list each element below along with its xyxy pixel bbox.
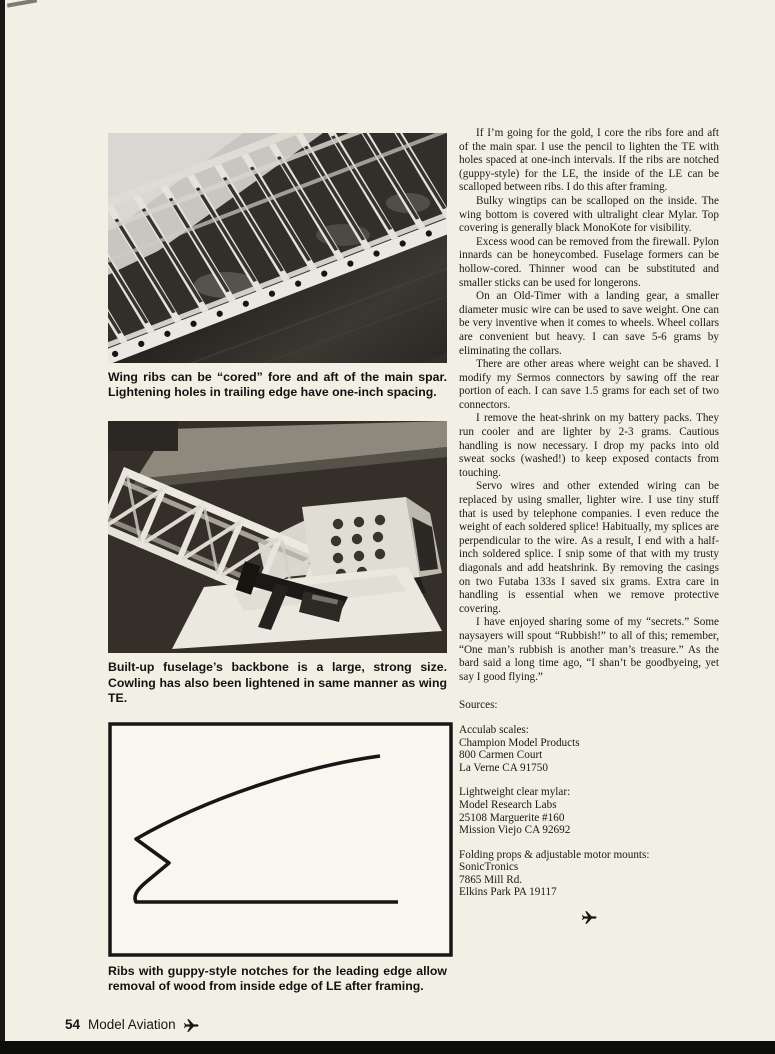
source-line: 800 Carmen Court xyxy=(459,749,543,762)
source-entry xyxy=(459,786,719,836)
page-number: 54 xyxy=(65,1017,81,1032)
magazine-title: Model Aviation xyxy=(88,1017,176,1032)
fuselage-photo xyxy=(108,421,447,653)
body-paragraph: I have enjoyed sharing some of my “secrets.” Some naysayers will spout “Rubbish!” to all of this; remember, “One man’s rubbish is another man’s treasure.” As the bard said a long time ago, “I shan’t be goodbyeing, yet say I good flying.” xyxy=(459,616,719,683)
figure-caption: Wing ribs can be “cored” fore and aft of the main spar. Lightening holes in trailing edge have one-inch spacing. xyxy=(108,370,447,400)
body-paragraph: Servo wires and other extended wiring can be replaced by using smaller, lighter wire. I use tiny stuff that is used by telephone companies. I even reduce the weight of each soldered splice! Habitually, my splices are perpendicular to the wire. As a result, I end with a half-inch soldered splice. I snip some of that with my trusty diagonals and add heatshrink. By removing the casings on two Futaba 133s I saved six grams. Extra care in handling is essential when we remove protective covering. xyxy=(459,480,719,615)
body-paragraph: Excess wood can be removed from the firewall. Pylon innards can be honeycombed. Fuselage formers can be hollow-cored. Thinner wood can be substituted and smaller sticks can be used for longerons. xyxy=(459,235,719,289)
airplane-icon xyxy=(459,911,719,924)
source-line: La Verne CA 91750 xyxy=(459,761,548,774)
figures-column xyxy=(108,133,447,994)
body-paragraph: If I’m going for the gold, I core the ribs fore and aft of the main spar. I use the pencil to lighten the TE with holes spaced at one-inch intervals. If the ribs are notched (guppy-style) for the LE, the inside of the LE can be scalloped between ribs. I do this after framing. xyxy=(459,127,719,194)
scan-artifact xyxy=(7,0,37,8)
source-label: Acculab scales: xyxy=(459,723,529,736)
figure-caption: Ribs with guppy-style notches for the leading edge allow removal of wood from inside edge of LE after framing. xyxy=(108,964,447,994)
source-entry xyxy=(459,849,719,899)
source-line: 7865 Mill Rd. xyxy=(459,873,523,886)
article-text-column xyxy=(459,127,719,924)
sources-section xyxy=(459,699,719,924)
page-bottom-edge xyxy=(0,1041,775,1054)
source-line: Champion Model Products xyxy=(459,736,580,749)
figure-wing-ribs xyxy=(108,133,447,400)
body-paragraph: I remove the heat-shrink on my battery packs. They run cooler and are lighter by 2-3 grams. Cautious handling is now necessary. I drop my packs into old sweat socks (washed!) to keep exposed contacts from touching. xyxy=(459,412,719,479)
source-line: SonicTronics xyxy=(459,861,519,874)
figure-fuselage xyxy=(108,421,447,706)
source-label: Lightweight clear mylar: xyxy=(459,786,571,799)
airplane-icon xyxy=(184,1017,199,1032)
source-line: Mission Viejo CA 92692 xyxy=(459,824,571,837)
figure-caption: Built-up fuselage’s backbone is a large, strong size. Cowling has also been lightened in same manner as wing TE. xyxy=(108,660,447,705)
page-left-edge xyxy=(0,0,5,1054)
body-paragraph: Bulky wingtips can be scalloped on the inside. The wing bottom is covered with ultralight clear Mylar. Top covering is generally black MonoKote for visibility. xyxy=(459,194,719,235)
source-line: Elkins Park PA 19117 xyxy=(459,886,557,899)
rib-notch-diagram xyxy=(108,722,447,957)
source-line: Model Research Labs xyxy=(459,798,557,811)
source-label: Folding props & adjustable motor mounts: xyxy=(459,848,650,861)
source-line: 25108 Marguerite #160 xyxy=(459,811,565,824)
body-paragraph: There are other areas where weight can be shaved. I modify my Sermos connectors by sawing off the rear portion of each. I can save 1.5 grams for each set of two connectors. xyxy=(459,358,719,411)
sources-heading: Sources: xyxy=(459,699,498,712)
source-entry xyxy=(459,724,719,774)
page-footer xyxy=(65,1017,199,1032)
figure-rib-diagram xyxy=(108,722,447,994)
wing-ribs-photo xyxy=(108,133,447,363)
body-paragraph: On an Old-Timer with a landing gear, a smaller diameter music wire can be used to save weight. One can be very inventive when it comes to wheels. Wheel collars are convenient but heavy. I can save 5-6 grams by eliminating the collars. xyxy=(459,290,719,357)
